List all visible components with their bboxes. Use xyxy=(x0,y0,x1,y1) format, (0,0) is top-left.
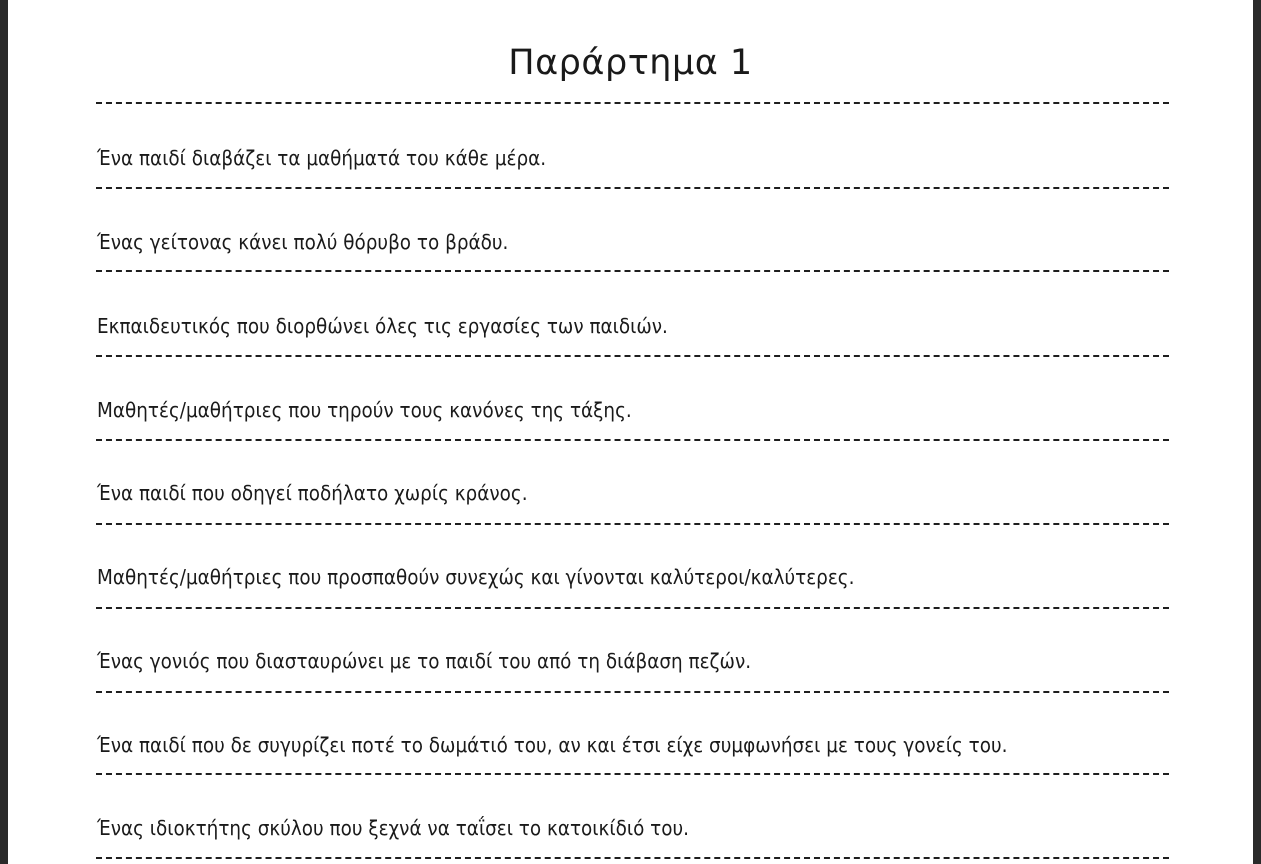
cut-line xyxy=(96,439,1169,441)
cut-line xyxy=(96,691,1169,693)
sentence-card-2: Ένας γείτονας κάνει πολύ θόρυβο το βράδυ. xyxy=(97,230,509,254)
sentence-card-1: Ένα παιδί διαβάζει τα μαθήματά του κάθε μέρα. xyxy=(97,146,547,170)
cut-line xyxy=(96,355,1169,357)
cut-line xyxy=(96,270,1169,272)
sentence-card-3: Εκπαιδευτικός που διορθώνει όλες τις εργασίες των παιδιών. xyxy=(97,314,668,338)
page-title: Παράρτημα 1 xyxy=(508,43,753,83)
document-page xyxy=(8,0,1253,864)
cut-line xyxy=(96,857,1169,859)
sentence-card-8: Ένα παιδί που δε συγυρίζει ποτέ το δωμάτιό του, αν και έτσι είχε συμφωνήσει με τους γονείς του. xyxy=(97,733,1008,757)
sentence-card-4: Μαθητές/μαθήτριες που τηρούν τους κανόνες της τάξης. xyxy=(97,398,632,422)
sentence-card-9: Ένας ιδιοκτήτης σκύλου που ξεχνά να ταΐσει το κατοικίδιό του. xyxy=(97,816,690,840)
sentence-card-7: Ένας γονιός που διασταυρώνει με το παιδί του από τη διάβαση πεζών. xyxy=(97,649,752,673)
sentence-card-5: Ένα παιδί που οδηγεί ποδήλατο χωρίς κράνος. xyxy=(97,481,528,505)
cut-line xyxy=(96,773,1169,775)
cut-line xyxy=(96,607,1169,609)
sentence-card-6: Μαθητές/μαθήτριες που προσπαθούν συνεχώς και γίνονται καλύτεροι/καλύτερες. xyxy=(97,565,855,589)
cut-line xyxy=(96,187,1169,189)
cut-line xyxy=(96,523,1169,525)
cut-line xyxy=(96,102,1169,104)
